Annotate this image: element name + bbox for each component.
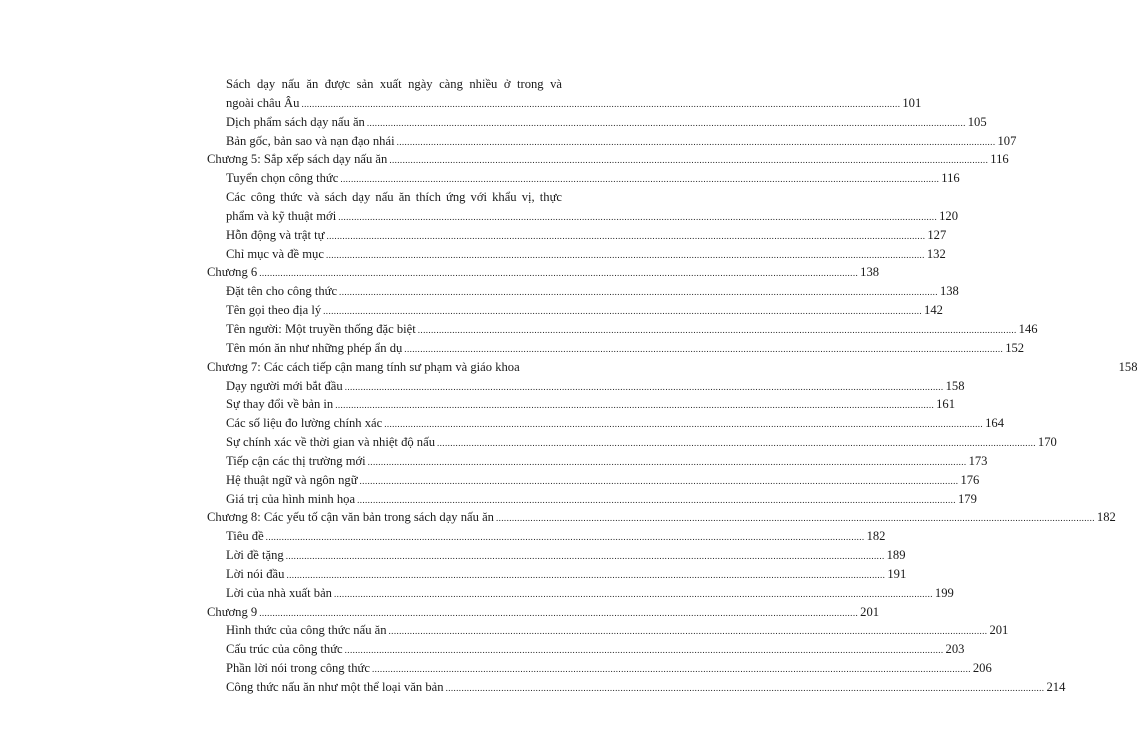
toc-entry-line: [226, 490, 977, 509]
toc-page-number: 138: [860, 265, 880, 280]
toc-page-number: 170: [1037, 435, 1057, 450]
toc-leader-dots: [323, 302, 922, 321]
toc-chapter-entry: [207, 358, 1137, 377]
toc-entry-title: ngoài châu Âu: [226, 95, 300, 110]
toc-page-number: 161: [936, 397, 956, 412]
toc-section-entry: [207, 414, 1004, 433]
toc-entry-line: [226, 113, 987, 132]
toc-leader-dots: [301, 95, 900, 114]
toc-page-number: 176: [960, 472, 980, 487]
toc-entry-title: Công thức nấu ăn như một thể loại văn bản: [226, 680, 444, 694]
toc-section-entry: [207, 621, 1009, 640]
toc-page-number: 182: [866, 529, 886, 544]
toc-page-number: 182: [1096, 510, 1116, 525]
toc-entry-line: [207, 508, 1116, 527]
toc-section-entry: [207, 226, 947, 245]
toc-page-number: 158: [1118, 359, 1137, 374]
toc-entry-title: Bản gốc, bản sao và nạn đạo nhái: [226, 133, 395, 148]
toc-leader-dots: [367, 114, 966, 133]
toc-chapter-entry: [207, 508, 1116, 527]
toc-entry-title: Tiêu đề: [226, 529, 264, 544]
toc-section-entry: [207, 565, 907, 584]
toc-leader-dots: [286, 547, 885, 566]
toc-page-number: 105: [967, 114, 987, 129]
toc-section-entry: [207, 527, 886, 546]
toc-page-number: 116: [990, 152, 1009, 167]
toc-entry-line: [226, 584, 954, 603]
toc-page-number: 152: [1005, 340, 1025, 355]
toc-leader-dots: [437, 434, 1036, 453]
toc-section-entry: [207, 678, 1066, 697]
toc-page-number: 164: [985, 416, 1004, 431]
toc-entry-title: Chương 8: Các yếu tố cận văn bản trong sách dạy nấu ăn: [207, 510, 494, 525]
toc-entry-title: Dạy người mới bắt đầu: [226, 378, 343, 393]
toc-entry-title: Sự chính xác về thời gian và nhiệt độ nấu: [226, 435, 435, 450]
toc-section-entry: [207, 395, 956, 414]
toc-page-number: 173: [968, 453, 988, 468]
toc-page-number: 120: [939, 208, 958, 223]
toc-entry-line: [207, 263, 880, 282]
toc-entry-title: Chỉ mục và đề mục: [226, 246, 324, 261]
toc-section-entry: [207, 301, 943, 320]
toc-page-number: 214: [1046, 680, 1066, 694]
toc-leader-dots: [384, 415, 983, 434]
toc-entry-line: [226, 471, 980, 490]
table-of-contents: [207, 75, 1137, 697]
toc-page-number: 107: [997, 133, 1017, 148]
toc-section-entry: [207, 245, 946, 264]
toc-section-entry: [207, 339, 1025, 358]
toc-section-entry: [207, 377, 965, 396]
toc-entry-title: Sự thay đổi về bản in: [226, 397, 334, 412]
toc-leader-dots: [368, 453, 967, 472]
toc-entry-line: [226, 282, 959, 301]
toc-entry-title: Tên gọi theo địa lý: [226, 303, 322, 318]
toc-chapter-entry: [207, 263, 880, 282]
toc-entry-title: Cấu trúc của công thức: [226, 642, 343, 657]
toc-section-entry: [207, 584, 954, 603]
toc-leader-dots: [389, 622, 988, 641]
toc-entry-line: [226, 132, 1017, 151]
toc-entry-title: Hỗn động và trật tự: [226, 227, 325, 242]
toc-page-number: 191: [887, 566, 907, 581]
toc-section-entry: [207, 546, 906, 565]
toc-leader-dots: [357, 491, 956, 510]
toc-entry-line: [226, 452, 988, 471]
toc-entry-title: Chương 9: [207, 604, 258, 619]
toc-leader-dots: [496, 509, 1095, 528]
toc-entry-line: [226, 395, 956, 414]
toc-section-entry: [207, 282, 959, 301]
toc-entry-line: [207, 358, 1137, 377]
toc-page-number: 203: [945, 642, 965, 657]
toc-leader-dots: [360, 472, 959, 491]
toc-page-number: 146: [1018, 321, 1038, 336]
toc-page-number: 158: [945, 378, 965, 393]
toc-entry-title: Dịch phẩm sách dạy nấu ăn: [226, 114, 365, 129]
toc-page-number: 201: [989, 623, 1009, 638]
toc-leader-dots: [345, 641, 944, 660]
toc-section-entry: [207, 75, 922, 113]
toc-leader-dots: [404, 340, 1003, 359]
toc-leader-dots: [389, 151, 988, 170]
toc-entry-title: Tên món ăn như những phép ẩn dụ: [226, 340, 403, 355]
toc-leader-dots: [339, 283, 938, 302]
toc-section-entry: [207, 132, 1017, 151]
toc-entry-title: Tên người: Một truyền thống đặc biệt: [226, 321, 416, 336]
toc-section-entry: [207, 640, 965, 659]
toc-leader-dots: [397, 133, 996, 152]
toc-leader-dots: [372, 660, 971, 679]
toc-page-number: 127: [927, 227, 947, 242]
toc-leader-dots: [326, 227, 925, 246]
toc-entry-title: Chương 7: Các cách tiếp cận mang tính sư phạm và giáo khoa: [207, 359, 520, 374]
toc-entry-title: Hệ thuật ngữ và ngôn ngữ: [226, 472, 358, 487]
toc-entry-line: [207, 603, 880, 622]
toc-entry-line: [207, 150, 1009, 169]
toc-entry-title: phẩm và kỹ thuật mới: [226, 208, 337, 223]
toc-entry-line: [226, 546, 906, 565]
toc-section-entry: [207, 490, 977, 509]
toc-entry-line: [226, 226, 947, 245]
toc-entry-line: [226, 301, 943, 320]
toc-entry-title: Lời đề tặng: [226, 548, 284, 563]
toc-chapter-entry: [207, 603, 880, 622]
toc-entry-title: Lời nói đầu: [226, 566, 285, 581]
toc-section-entry: [207, 169, 960, 188]
toc-section-entry: [207, 188, 958, 226]
toc-page-number: 199: [934, 585, 954, 600]
toc-page-number: 101: [902, 95, 922, 110]
toc-leader-dots: [334, 585, 933, 604]
toc-page-number: 179: [957, 491, 977, 506]
toc-entry-title: Chương 5: Sắp xếp sách dạy nấu ăn: [207, 152, 388, 167]
toc-entry-line: [226, 621, 1009, 640]
toc-leader-dots: [259, 264, 858, 283]
toc-entry-line: [226, 245, 946, 264]
toc-page-number: 132: [926, 246, 946, 261]
toc-entry-line: [226, 640, 965, 659]
toc-page-number: 189: [886, 548, 906, 563]
toc-leader-dots: [335, 396, 934, 415]
toc-section-entry: [207, 433, 1057, 452]
toc-entry-line: [226, 94, 922, 113]
toc-section-entry: [207, 113, 987, 132]
toc-section-entry: [207, 320, 1038, 339]
toc-entry-line: [226, 659, 992, 678]
toc-entry-line: [226, 678, 1066, 697]
toc-section-entry: [207, 471, 980, 490]
toc-leader-dots: [345, 378, 944, 397]
toc-entry-title: Giá trị của hình minh họa: [226, 491, 356, 506]
toc-entry-line: [226, 433, 1057, 452]
toc-entry-title: Tuyển chọn công thức: [226, 171, 339, 186]
toc-entry-title-line: Sách dạy nấu ăn được sản xuất ngày càng nhiều ở trong và: [226, 77, 562, 91]
toc-page-number: 201: [860, 604, 880, 619]
toc-leader-dots: [338, 208, 937, 227]
toc-entry-line: [226, 207, 958, 226]
toc-entry-title: Đặt tên cho công thức: [226, 284, 338, 299]
toc-leader-dots: [418, 321, 1017, 340]
toc-page-number: 206: [972, 661, 992, 676]
toc-entry-title: Chương 6: [207, 265, 258, 280]
toc-leader-dots: [259, 604, 858, 623]
toc-entry-line: [226, 565, 907, 584]
toc-entry-line: [226, 320, 1038, 339]
toc-leader-dots: [266, 528, 865, 547]
toc-leader-dots: [340, 170, 939, 189]
toc-section-entry: [207, 659, 992, 678]
toc-entry-line: [226, 527, 886, 546]
toc-page-number: 142: [924, 303, 943, 318]
toc-leader-dots: [286, 566, 885, 585]
toc-leader-dots: [326, 246, 925, 265]
toc-section-entry: [207, 452, 988, 471]
toc-entry-title: Tiếp cận các thị trường mới: [226, 453, 366, 468]
toc-chapter-entry: [207, 150, 1009, 169]
toc-leader-dots: [446, 679, 1045, 698]
toc-entry-title: Hình thức của công thức nấu ăn: [226, 623, 387, 638]
toc-entry-title: Phần lời nói trong công thức: [226, 661, 370, 676]
toc-entry-line: [226, 377, 965, 396]
toc-entry-line: [226, 414, 1004, 433]
toc-entry-title: Các số liệu đo lường chính xác: [226, 416, 383, 431]
toc-entry-line: [226, 169, 960, 188]
toc-page-number: 138: [939, 284, 959, 299]
toc-page-number: 116: [941, 171, 960, 186]
toc-entry-title-line: Các công thức và sách dạy nấu ăn thích ứng với khẩu vị, thực: [226, 190, 562, 205]
toc-entry-title: Lời của nhà xuất bản: [226, 585, 332, 600]
toc-entry-line: [226, 339, 1025, 358]
